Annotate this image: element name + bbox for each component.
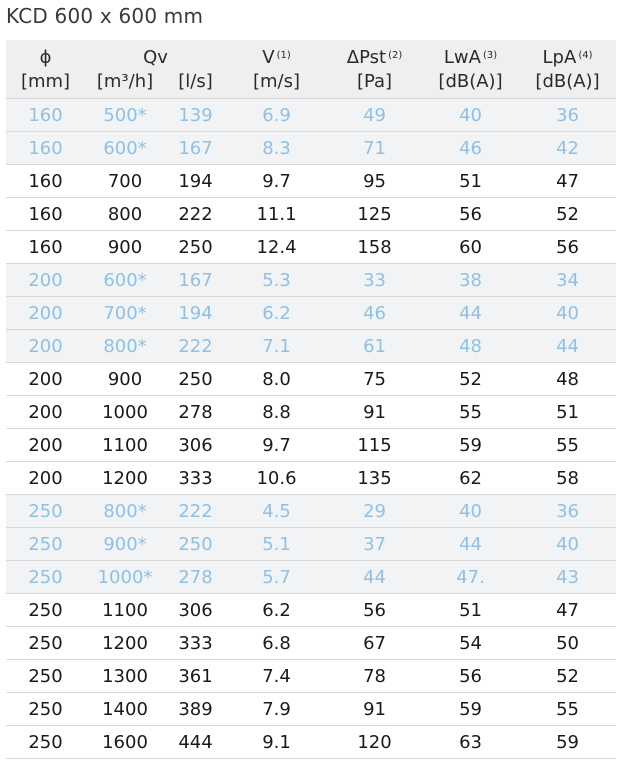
cell-lwa: 40 xyxy=(422,99,519,132)
cell-airflow-ls: 361 xyxy=(165,660,226,693)
cell-diameter: 200 xyxy=(6,297,85,330)
cell-lpa: 47 xyxy=(519,165,616,198)
cell-airflow-ls: 139 xyxy=(165,99,226,132)
table-body xyxy=(6,99,616,759)
cell-pressure: 115 xyxy=(327,429,422,462)
cell-pressure: 158 xyxy=(327,231,422,264)
cell-velocity: 7.4 xyxy=(226,660,327,693)
table-row xyxy=(6,198,616,231)
cell-pressure: 95 xyxy=(327,165,422,198)
table-row xyxy=(6,660,616,693)
cell-diameter: 160 xyxy=(6,132,85,165)
cell-velocity: 6.8 xyxy=(226,627,327,660)
cell-airflow-ls: 194 xyxy=(165,297,226,330)
cell-airflow-ls: 250 xyxy=(165,363,226,396)
header-pressure-note: (2) xyxy=(388,50,403,61)
table-header xyxy=(6,40,616,99)
cell-velocity: 8.8 xyxy=(226,396,327,429)
table-row xyxy=(6,297,616,330)
cell-pressure: 67 xyxy=(327,627,422,660)
table-row xyxy=(6,693,616,726)
cell-pressure: 71 xyxy=(327,132,422,165)
cell-diameter: 160 xyxy=(6,198,85,231)
cell-lwa: 55 xyxy=(422,396,519,429)
cell-diameter: 160 xyxy=(6,99,85,132)
cell-velocity: 5.3 xyxy=(226,264,327,297)
cell-lwa: 44 xyxy=(422,297,519,330)
cell-lwa: 63 xyxy=(422,726,519,759)
cell-lpa: 34 xyxy=(519,264,616,297)
cell-lpa: 58 xyxy=(519,462,616,495)
cell-lpa: 42 xyxy=(519,132,616,165)
cell-lwa: 52 xyxy=(422,363,519,396)
unit-mm: [mm] xyxy=(20,71,71,92)
cell-airflow-ls: 278 xyxy=(165,561,226,594)
cell-diameter: 250 xyxy=(6,528,85,561)
cell-pressure: 49 xyxy=(327,99,422,132)
cell-lpa: 55 xyxy=(519,693,616,726)
cell-airflow-m3h: 1100 xyxy=(85,594,165,627)
header-lwa xyxy=(422,40,519,70)
header-lwa-label: LwA xyxy=(443,47,481,68)
cell-airflow-ls: 222 xyxy=(165,198,226,231)
cell-velocity: 8.3 xyxy=(226,132,327,165)
page-title: KCD 600 x 600 mm xyxy=(6,4,204,28)
cell-lpa: 47 xyxy=(519,594,616,627)
unit-dba-lwa: [dB(A)] xyxy=(438,71,503,92)
cell-velocity: 9.1 xyxy=(226,726,327,759)
cell-airflow-ls: 389 xyxy=(165,693,226,726)
table-row xyxy=(6,396,616,429)
cell-airflow-ls: 194 xyxy=(165,165,226,198)
cell-velocity: 6.2 xyxy=(226,297,327,330)
cell-lwa: 40 xyxy=(422,495,519,528)
cell-diameter: 160 xyxy=(6,231,85,264)
cell-velocity: 10.6 xyxy=(226,462,327,495)
unit-ms: [m/s] xyxy=(253,71,301,92)
header-lpa xyxy=(519,40,616,70)
cell-lpa: 59 xyxy=(519,726,616,759)
cell-pressure: 29 xyxy=(327,495,422,528)
cell-airflow-ls: 250 xyxy=(165,231,226,264)
cell-pressure: 120 xyxy=(327,726,422,759)
header-lpa-label: LpA xyxy=(542,47,577,68)
cell-velocity: 7.9 xyxy=(226,693,327,726)
table-row xyxy=(6,726,616,759)
cell-velocity: 4.5 xyxy=(226,495,327,528)
cell-diameter: 200 xyxy=(6,363,85,396)
cell-airflow-ls: 167 xyxy=(165,264,226,297)
cell-pressure: 135 xyxy=(327,462,422,495)
header-velocity-note: (1) xyxy=(276,50,291,61)
cell-airflow-m3h: 1600 xyxy=(85,726,165,759)
cell-pressure: 78 xyxy=(327,660,422,693)
unit-dba-lpa: [dB(A)] xyxy=(535,71,600,92)
cell-velocity: 11.1 xyxy=(226,198,327,231)
header-velocity-label: V xyxy=(262,47,275,68)
cell-airflow-m3h: 1000 xyxy=(85,396,165,429)
cell-pressure: 91 xyxy=(327,396,422,429)
table-row xyxy=(6,330,616,363)
header-diameter: ϕ xyxy=(39,47,52,68)
table-row xyxy=(6,528,616,561)
cell-airflow-m3h: 500* xyxy=(85,99,165,132)
cell-lwa: 56 xyxy=(422,198,519,231)
cell-airflow-m3h: 1400 xyxy=(85,693,165,726)
cell-diameter: 200 xyxy=(6,264,85,297)
cell-lpa: 40 xyxy=(519,528,616,561)
cell-airflow-ls: 333 xyxy=(165,462,226,495)
cell-lwa: 60 xyxy=(422,231,519,264)
table-row xyxy=(6,561,616,594)
cell-velocity: 6.2 xyxy=(226,594,327,627)
data-table xyxy=(6,40,616,759)
cell-airflow-m3h: 700 xyxy=(85,165,165,198)
cell-lpa: 43 xyxy=(519,561,616,594)
cell-airflow-ls: 278 xyxy=(165,396,226,429)
cell-lpa: 51 xyxy=(519,396,616,429)
table-row xyxy=(6,495,616,528)
cell-velocity: 8.0 xyxy=(226,363,327,396)
cell-airflow-m3h: 1300 xyxy=(85,660,165,693)
cell-airflow-m3h: 600* xyxy=(85,132,165,165)
cell-lwa: 51 xyxy=(422,165,519,198)
cell-airflow-m3h: 1200 xyxy=(85,462,165,495)
cell-lwa: 44 xyxy=(422,528,519,561)
cell-pressure: 44 xyxy=(327,561,422,594)
table-row xyxy=(6,363,616,396)
cell-lpa: 36 xyxy=(519,99,616,132)
cell-velocity: 9.7 xyxy=(226,165,327,198)
cell-velocity: 6.9 xyxy=(226,99,327,132)
cell-airflow-ls: 222 xyxy=(165,495,226,528)
header-lwa-note: (3) xyxy=(482,50,498,61)
cell-velocity: 7.1 xyxy=(226,330,327,363)
cell-airflow-m3h: 1200 xyxy=(85,627,165,660)
cell-diameter: 250 xyxy=(6,693,85,726)
cell-lwa: 48 xyxy=(422,330,519,363)
cell-lpa: 44 xyxy=(519,330,616,363)
header-lpa-note: (4) xyxy=(578,50,593,61)
cell-diameter: 160 xyxy=(6,165,85,198)
cell-airflow-ls: 333 xyxy=(165,627,226,660)
cell-diameter: 250 xyxy=(6,627,85,660)
cell-lwa: 62 xyxy=(422,462,519,495)
cell-airflow-m3h: 900 xyxy=(85,231,165,264)
cell-lpa: 40 xyxy=(519,297,616,330)
cell-airflow-m3h: 800* xyxy=(85,495,165,528)
cell-lpa: 52 xyxy=(519,660,616,693)
cell-lpa: 36 xyxy=(519,495,616,528)
cell-lwa: 46 xyxy=(422,132,519,165)
cell-diameter: 200 xyxy=(6,330,85,363)
table-row xyxy=(6,429,616,462)
cell-lwa: 54 xyxy=(422,627,519,660)
cell-airflow-m3h: 900 xyxy=(85,363,165,396)
cell-airflow-m3h: 800 xyxy=(85,198,165,231)
cell-pressure: 125 xyxy=(327,198,422,231)
cell-lwa: 51 xyxy=(422,594,519,627)
unit-m3h: [m³/h] xyxy=(96,71,154,92)
table-row xyxy=(6,594,616,627)
cell-lwa: 59 xyxy=(422,693,519,726)
cell-diameter: 200 xyxy=(6,429,85,462)
cell-airflow-ls: 306 xyxy=(165,429,226,462)
cell-airflow-ls: 444 xyxy=(165,726,226,759)
cell-lwa: 47. xyxy=(422,561,519,594)
cell-diameter: 250 xyxy=(6,594,85,627)
cell-lwa: 59 xyxy=(422,429,519,462)
cell-pressure: 56 xyxy=(327,594,422,627)
cell-airflow-ls: 250 xyxy=(165,528,226,561)
cell-airflow-ls: 167 xyxy=(165,132,226,165)
table-row xyxy=(6,462,616,495)
header-velocity xyxy=(226,40,327,70)
cell-lpa: 56 xyxy=(519,231,616,264)
cell-lwa: 56 xyxy=(422,660,519,693)
cell-diameter: 250 xyxy=(6,495,85,528)
cell-diameter: 250 xyxy=(6,561,85,594)
cell-airflow-m3h: 900* xyxy=(85,528,165,561)
cell-pressure: 46 xyxy=(327,297,422,330)
cell-airflow-m3h: 1000* xyxy=(85,561,165,594)
cell-lpa: 52 xyxy=(519,198,616,231)
cell-velocity: 9.7 xyxy=(226,429,327,462)
table-row xyxy=(6,132,616,165)
cell-pressure: 37 xyxy=(327,528,422,561)
cell-pressure: 33 xyxy=(327,264,422,297)
cell-airflow-m3h: 700* xyxy=(85,297,165,330)
cell-diameter: 200 xyxy=(6,396,85,429)
cell-lwa: 38 xyxy=(422,264,519,297)
cell-lpa: 48 xyxy=(519,363,616,396)
cell-pressure: 91 xyxy=(327,693,422,726)
cell-pressure: 75 xyxy=(327,363,422,396)
header-pressure-label: ΔPst xyxy=(346,47,387,68)
cell-airflow-m3h: 600* xyxy=(85,264,165,297)
table-row xyxy=(6,165,616,198)
table-row xyxy=(6,99,616,132)
unit-pa: [Pa] xyxy=(356,71,393,92)
cell-diameter: 250 xyxy=(6,660,85,693)
cell-lpa: 50 xyxy=(519,627,616,660)
cell-pressure: 61 xyxy=(327,330,422,363)
cell-diameter: 200 xyxy=(6,462,85,495)
unit-ls: [l/s] xyxy=(178,71,213,92)
cell-velocity: 5.7 xyxy=(226,561,327,594)
cell-airflow-m3h: 800* xyxy=(85,330,165,363)
cell-airflow-ls: 306 xyxy=(165,594,226,627)
cell-lpa: 55 xyxy=(519,429,616,462)
cell-diameter: 250 xyxy=(6,726,85,759)
cell-velocity: 5.1 xyxy=(226,528,327,561)
table-row xyxy=(6,627,616,660)
header-pressure xyxy=(327,40,422,70)
cell-airflow-m3h: 1100 xyxy=(85,429,165,462)
cell-airflow-ls: 222 xyxy=(165,330,226,363)
header-airflow: Qv xyxy=(143,47,168,68)
table-row xyxy=(6,231,616,264)
cell-velocity: 12.4 xyxy=(226,231,327,264)
table-row xyxy=(6,264,616,297)
